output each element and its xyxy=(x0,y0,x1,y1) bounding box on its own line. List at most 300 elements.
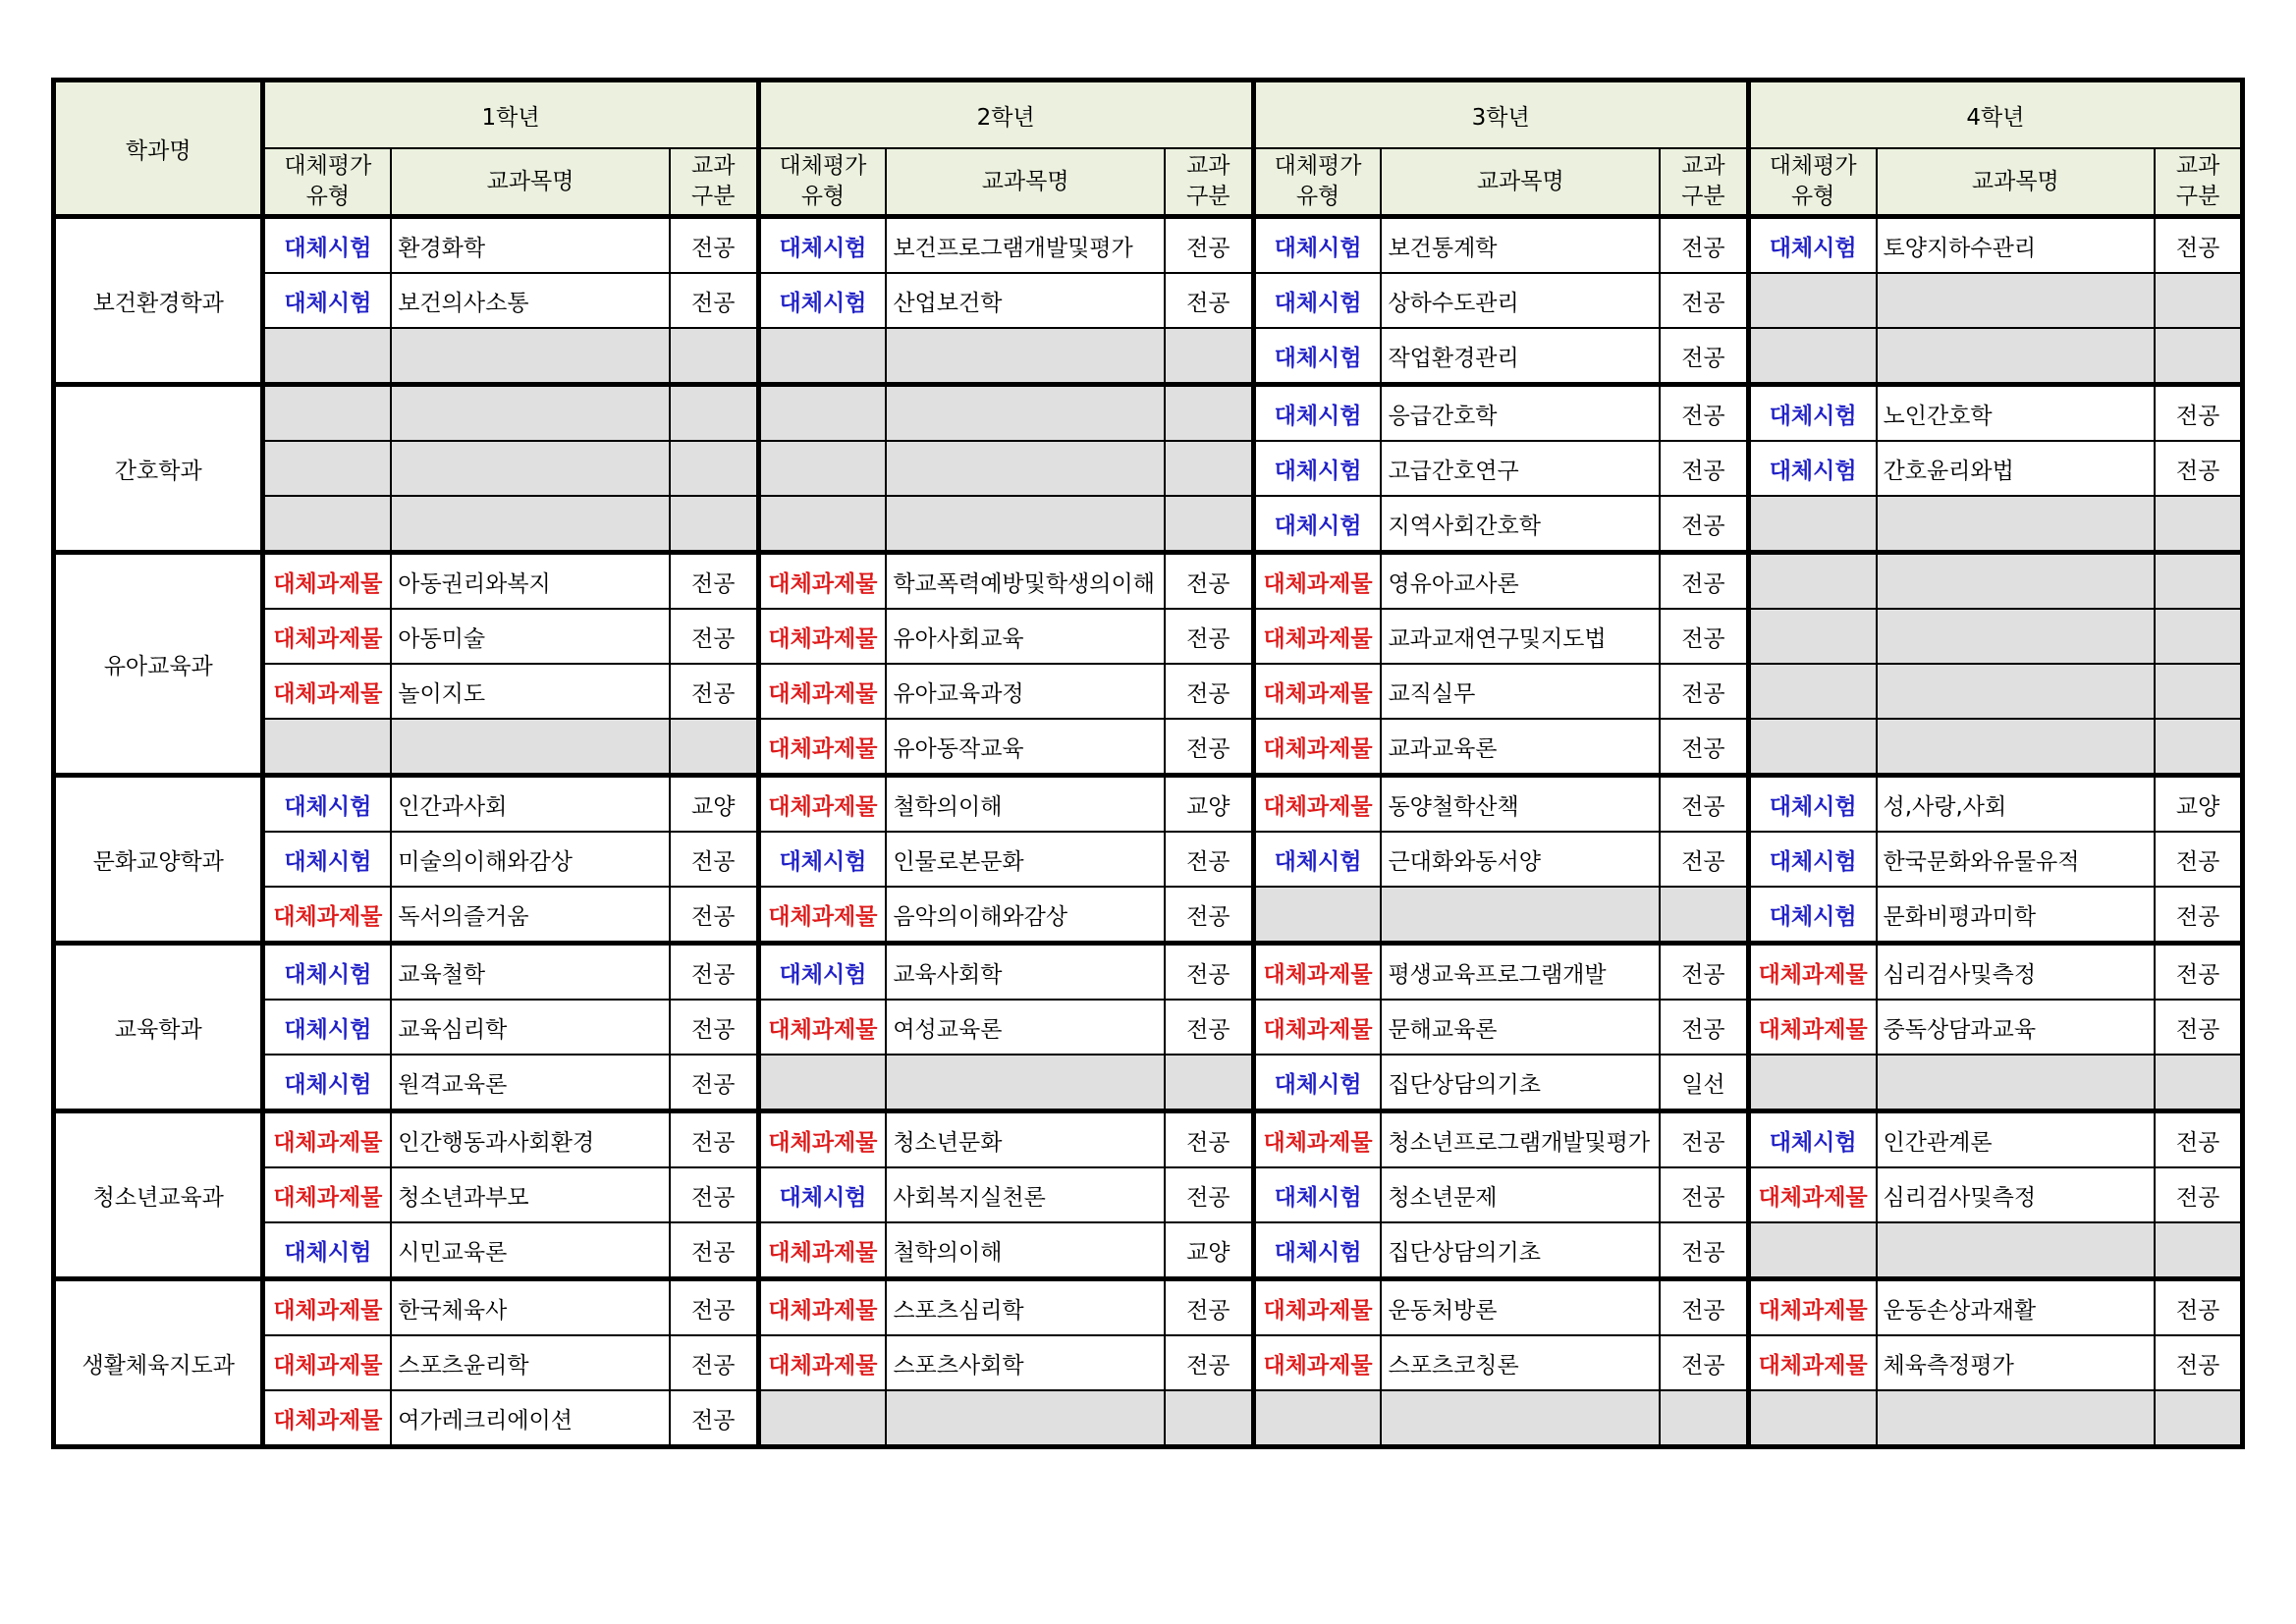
assessment-type: 대체시험 xyxy=(1253,1222,1381,1279)
course-category: 전공 xyxy=(670,1055,758,1111)
empty-cell xyxy=(758,1390,886,1447)
table-row xyxy=(54,887,2243,944)
table-row xyxy=(54,1167,2243,1222)
assessment-type: 대체시험 xyxy=(263,832,391,887)
table-row xyxy=(54,328,2243,385)
empty-cell xyxy=(758,328,886,385)
course-category: 전공 xyxy=(1660,217,1748,274)
empty-cell xyxy=(1165,328,1253,385)
empty-cell xyxy=(670,496,758,553)
course-category: 전공 xyxy=(670,1111,758,1168)
assessment-type: 대체과제물 xyxy=(758,719,886,776)
course-name: 집단상담의기초 xyxy=(1381,1055,1660,1111)
table-row xyxy=(54,1111,2243,1168)
course-name: 고급간호연구 xyxy=(1381,441,1660,496)
table-row xyxy=(54,1055,2243,1111)
empty-cell xyxy=(1748,719,1876,776)
course-name: 토양지하수관리 xyxy=(1877,217,2156,274)
table-row xyxy=(54,1335,2243,1390)
assessment-type: 대체시험 xyxy=(1748,832,1876,887)
course-name: 심리검사및측정 xyxy=(1877,944,2156,1001)
course-name-header: 교과목명 xyxy=(1381,148,1660,217)
dept-header: 학과명 xyxy=(54,81,263,217)
department-name: 보건환경학과 xyxy=(54,217,263,385)
assessment-type: 대체시험 xyxy=(263,273,391,328)
course-category: 전공 xyxy=(1660,385,1748,442)
assessment-type: 대체과제물 xyxy=(758,664,886,719)
assessment-type: 대체과제물 xyxy=(1253,719,1381,776)
assessment-type: 대체시험 xyxy=(1253,385,1381,442)
empty-cell xyxy=(1748,1390,1876,1447)
assessment-type: 대체과제물 xyxy=(263,553,391,610)
empty-cell xyxy=(1877,273,2156,328)
assessment-type: 대체과제물 xyxy=(1253,776,1381,833)
course-name: 청소년과부모 xyxy=(391,1167,670,1222)
assessment-type: 대체시험 xyxy=(1253,832,1381,887)
course-name: 문해교육론 xyxy=(1381,1000,1660,1055)
course-category: 일선 xyxy=(1660,1055,1748,1111)
assessment-type: 대체시험 xyxy=(1253,273,1381,328)
empty-cell xyxy=(1748,273,1876,328)
assessment-type: 대체과제물 xyxy=(263,1390,391,1447)
empty-cell xyxy=(670,385,758,442)
assessment-type: 대체시험 xyxy=(1253,441,1381,496)
empty-cell xyxy=(670,719,758,776)
table-row xyxy=(54,273,2243,328)
empty-cell xyxy=(886,385,1165,442)
course-name: 스포츠코칭론 xyxy=(1381,1335,1660,1390)
course-name: 스포츠윤리학 xyxy=(391,1335,670,1390)
course-category-header: 교과 구분 xyxy=(670,148,758,217)
empty-cell xyxy=(263,496,391,553)
assessment-type: 대체과제물 xyxy=(1253,1000,1381,1055)
department-name: 교육학과 xyxy=(54,944,263,1111)
course-name: 여가레크리에이션 xyxy=(391,1390,670,1447)
department-name: 청소년교육과 xyxy=(54,1111,263,1279)
empty-cell xyxy=(1748,1055,1876,1111)
empty-cell xyxy=(886,328,1165,385)
table-row xyxy=(54,496,2243,553)
course-category: 전공 xyxy=(2155,217,2242,274)
course-category-header: 교과 구분 xyxy=(2155,148,2242,217)
year-3-header: 3학년 xyxy=(1253,81,1748,149)
course-name: 체육측정평가 xyxy=(1877,1335,2156,1390)
assessment-type-header: 대체평가 유형 xyxy=(758,148,886,217)
course-category: 전공 xyxy=(2155,385,2242,442)
assessment-type: 대체시험 xyxy=(1748,217,1876,274)
assessment-type: 대체과제물 xyxy=(263,1111,391,1168)
course-category: 전공 xyxy=(670,1335,758,1390)
assessment-type: 대체시험 xyxy=(263,1222,391,1279)
empty-cell xyxy=(758,496,886,553)
course-name: 인물로본문화 xyxy=(886,832,1165,887)
course-category: 교양 xyxy=(670,776,758,833)
assessment-type: 대체과제물 xyxy=(263,1335,391,1390)
table-row xyxy=(54,553,2243,610)
empty-cell xyxy=(1877,1055,2156,1111)
assessment-type: 대체과제물 xyxy=(1748,1167,1876,1222)
assessment-type-header: 대체평가 유형 xyxy=(1748,148,1876,217)
course-name: 영유아교사론 xyxy=(1381,553,1660,610)
course-category: 전공 xyxy=(670,664,758,719)
course-category: 전공 xyxy=(1165,944,1253,1001)
empty-cell xyxy=(1877,609,2156,664)
course-name: 독서의즐거움 xyxy=(391,887,670,944)
assessment-type: 대체과제물 xyxy=(1748,1000,1876,1055)
assessment-type: 대체과제물 xyxy=(263,664,391,719)
assessment-type: 대체과제물 xyxy=(1748,1335,1876,1390)
course-category: 전공 xyxy=(1165,1335,1253,1390)
course-category: 전공 xyxy=(2155,832,2242,887)
empty-cell xyxy=(1877,553,2156,610)
empty-cell xyxy=(391,328,670,385)
empty-cell xyxy=(2155,1390,2242,1447)
empty-cell xyxy=(263,385,391,442)
course-category: 전공 xyxy=(1660,776,1748,833)
empty-cell xyxy=(1748,496,1876,553)
course-name-header: 교과목명 xyxy=(886,148,1165,217)
assessment-type: 대체과제물 xyxy=(758,887,886,944)
course-category: 전공 xyxy=(1660,441,1748,496)
assessment-type-header: 대체평가 유형 xyxy=(263,148,391,217)
empty-cell xyxy=(2155,719,2242,776)
assessment-type: 대체시험 xyxy=(263,1000,391,1055)
course-name: 성,사랑,사회 xyxy=(1877,776,2156,833)
course-name: 인간과사회 xyxy=(391,776,670,833)
assessment-type: 대체과제물 xyxy=(1253,1335,1381,1390)
empty-cell xyxy=(1253,1390,1381,1447)
assessment-type: 대체시험 xyxy=(263,217,391,274)
empty-cell xyxy=(391,719,670,776)
table-row xyxy=(54,1000,2243,1055)
course-category: 전공 xyxy=(670,273,758,328)
course-category: 전공 xyxy=(1660,328,1748,385)
course-category: 전공 xyxy=(670,944,758,1001)
assessment-type: 대체시험 xyxy=(1748,441,1876,496)
course-category: 전공 xyxy=(670,832,758,887)
empty-cell xyxy=(758,385,886,442)
course-name: 심리검사및측정 xyxy=(1877,1167,2156,1222)
year-1-header: 1학년 xyxy=(263,81,758,149)
empty-cell xyxy=(1165,1390,1253,1447)
table-row xyxy=(54,441,2243,496)
empty-cell xyxy=(1748,1222,1876,1279)
table-row xyxy=(54,385,2243,442)
course-category: 전공 xyxy=(2155,887,2242,944)
course-category: 전공 xyxy=(1165,553,1253,610)
course-category: 전공 xyxy=(2155,1335,2242,1390)
assessment-type: 대체시험 xyxy=(263,776,391,833)
empty-cell xyxy=(2155,553,2242,610)
empty-cell xyxy=(263,719,391,776)
assessment-type: 대체시험 xyxy=(1253,328,1381,385)
course-name: 작업환경관리 xyxy=(1381,328,1660,385)
course-category: 교양 xyxy=(2155,776,2242,833)
assessment-type: 대체과제물 xyxy=(1253,553,1381,610)
empty-cell xyxy=(2155,664,2242,719)
course-category: 전공 xyxy=(1660,609,1748,664)
empty-cell xyxy=(1748,328,1876,385)
empty-cell xyxy=(1877,328,2156,385)
empty-cell xyxy=(886,1390,1165,1447)
course-category: 전공 xyxy=(1660,664,1748,719)
empty-cell xyxy=(391,441,670,496)
table-row xyxy=(54,1222,2243,1279)
course-name: 평생교육프로그램개발 xyxy=(1381,944,1660,1001)
course-category: 전공 xyxy=(2155,441,2242,496)
course-category: 전공 xyxy=(670,1222,758,1279)
empty-cell xyxy=(758,441,886,496)
year-4-header: 4학년 xyxy=(1748,81,2242,149)
empty-cell xyxy=(2155,609,2242,664)
course-name: 학교폭력예방및학생의이해 xyxy=(886,553,1165,610)
assessment-type: 대체과제물 xyxy=(758,1279,886,1336)
course-category: 전공 xyxy=(1165,1111,1253,1168)
course-category: 전공 xyxy=(1165,832,1253,887)
course-category: 전공 xyxy=(1660,553,1748,610)
course-category-header: 교과 구분 xyxy=(1165,148,1253,217)
course-name-header: 교과목명 xyxy=(1877,148,2156,217)
course-category: 전공 xyxy=(670,217,758,274)
course-category: 전공 xyxy=(2155,944,2242,1001)
empty-cell xyxy=(2155,1222,2242,1279)
assessment-type: 대체시험 xyxy=(1748,1111,1876,1168)
empty-cell xyxy=(263,328,391,385)
empty-cell xyxy=(1660,1390,1748,1447)
course-name: 환경화학 xyxy=(391,217,670,274)
assessment-type: 대체시험 xyxy=(1748,887,1876,944)
table-row xyxy=(54,944,2243,1001)
empty-cell xyxy=(1877,1222,2156,1279)
empty-cell xyxy=(1165,1055,1253,1111)
course-category: 전공 xyxy=(1165,273,1253,328)
empty-cell xyxy=(2155,1055,2242,1111)
assessment-type: 대체과제물 xyxy=(1253,1279,1381,1336)
course-name: 놀이지도 xyxy=(391,664,670,719)
empty-cell xyxy=(391,496,670,553)
course-category: 전공 xyxy=(1660,1335,1748,1390)
empty-cell xyxy=(1748,609,1876,664)
assessment-type: 대체시험 xyxy=(758,273,886,328)
empty-cell xyxy=(886,496,1165,553)
course-name: 보건통계학 xyxy=(1381,217,1660,274)
empty-cell xyxy=(670,441,758,496)
course-name: 교육사회학 xyxy=(886,944,1165,1001)
course-category: 전공 xyxy=(1165,1279,1253,1336)
course-category-header: 교과 구분 xyxy=(1660,148,1748,217)
empty-cell xyxy=(1165,441,1253,496)
assessment-type: 대체시험 xyxy=(1748,385,1876,442)
department-name: 문화교양학과 xyxy=(54,776,263,944)
course-category: 전공 xyxy=(1165,609,1253,664)
assessment-type: 대체과제물 xyxy=(1253,609,1381,664)
course-category: 전공 xyxy=(1660,832,1748,887)
assessment-type: 대체과제물 xyxy=(263,1279,391,1336)
course-name: 여성교육론 xyxy=(886,1000,1165,1055)
course-name: 교육철학 xyxy=(391,944,670,1001)
empty-cell xyxy=(1165,496,1253,553)
empty-cell xyxy=(1660,887,1748,944)
course-name: 철학의이해 xyxy=(886,1222,1165,1279)
course-name: 교과교재연구및지도법 xyxy=(1381,609,1660,664)
course-name: 아동미술 xyxy=(391,609,670,664)
empty-cell xyxy=(2155,273,2242,328)
course-name: 유아교육과정 xyxy=(886,664,1165,719)
table-row xyxy=(54,719,2243,776)
course-category: 전공 xyxy=(1660,719,1748,776)
course-category: 전공 xyxy=(1165,664,1253,719)
course-name: 교직실무 xyxy=(1381,664,1660,719)
course-name: 시민교육론 xyxy=(391,1222,670,1279)
course-category: 전공 xyxy=(1165,217,1253,274)
course-name: 동양철학산책 xyxy=(1381,776,1660,833)
course-name: 인간행동과사회환경 xyxy=(391,1111,670,1168)
course-category: 전공 xyxy=(1660,944,1748,1001)
assessment-type: 대체시험 xyxy=(263,944,391,1001)
course-name: 한국문화와유물유적 xyxy=(1877,832,2156,887)
course-name: 음악의이해와감상 xyxy=(886,887,1165,944)
table-row xyxy=(54,217,2243,274)
empty-cell xyxy=(1253,887,1381,944)
course-category: 전공 xyxy=(1660,1167,1748,1222)
empty-cell xyxy=(886,1055,1165,1111)
course-category: 교양 xyxy=(1165,1222,1253,1279)
table-row xyxy=(54,1279,2243,1336)
assessment-type: 대체과제물 xyxy=(1748,1279,1876,1336)
course-category: 전공 xyxy=(2155,1000,2242,1055)
table-row xyxy=(54,832,2243,887)
assessment-type: 대체과제물 xyxy=(758,1222,886,1279)
course-name: 간호윤리와법 xyxy=(1877,441,2156,496)
assessment-type: 대체과제물 xyxy=(1748,944,1876,1001)
empty-cell xyxy=(1165,385,1253,442)
course-name-header: 교과목명 xyxy=(391,148,670,217)
course-name: 한국체육사 xyxy=(391,1279,670,1336)
empty-cell xyxy=(1877,496,2156,553)
course-name: 노인간호학 xyxy=(1877,385,2156,442)
course-name: 보건의사소통 xyxy=(391,273,670,328)
assessment-type: 대체시험 xyxy=(1253,496,1381,553)
alternative-assessment-table xyxy=(51,78,2245,1449)
course-name: 집단상담의기초 xyxy=(1381,1222,1660,1279)
course-category: 전공 xyxy=(1660,1000,1748,1055)
course-category: 전공 xyxy=(1165,719,1253,776)
table-body xyxy=(54,217,2243,1447)
course-name: 스포츠심리학 xyxy=(886,1279,1165,1336)
year-2-header: 2학년 xyxy=(758,81,1253,149)
course-category: 전공 xyxy=(2155,1111,2242,1168)
course-category: 전공 xyxy=(670,553,758,610)
empty-cell xyxy=(1381,1390,1660,1447)
table-row xyxy=(54,664,2243,719)
assessment-type: 대체시험 xyxy=(758,944,886,1001)
course-category: 전공 xyxy=(1660,273,1748,328)
empty-cell xyxy=(886,441,1165,496)
assessment-type: 대체시험 xyxy=(263,1055,391,1111)
department-name: 간호학과 xyxy=(54,385,263,553)
empty-cell xyxy=(263,441,391,496)
assessment-type: 대체시험 xyxy=(758,1167,886,1222)
empty-cell xyxy=(1877,719,2156,776)
assessment-type: 대체시험 xyxy=(1748,776,1876,833)
assessment-type: 대체과제물 xyxy=(758,1335,886,1390)
course-category: 전공 xyxy=(2155,1167,2242,1222)
assessment-type: 대체시험 xyxy=(758,217,886,274)
assessment-type: 대체시험 xyxy=(1253,1055,1381,1111)
course-category: 전공 xyxy=(1165,1000,1253,1055)
assessment-type: 대체과제물 xyxy=(263,609,391,664)
assessment-type: 대체과제물 xyxy=(758,609,886,664)
assessment-type: 대체과제물 xyxy=(263,1167,391,1222)
course-category: 전공 xyxy=(670,609,758,664)
department-name: 생활체육지도과 xyxy=(54,1279,263,1447)
course-name: 아동권리와복지 xyxy=(391,553,670,610)
course-name: 산업보건학 xyxy=(886,273,1165,328)
course-name: 사회복지실천론 xyxy=(886,1167,1165,1222)
course-name: 응급간호학 xyxy=(1381,385,1660,442)
course-name: 유아사회교육 xyxy=(886,609,1165,664)
assessment-type: 대체과제물 xyxy=(1253,944,1381,1001)
course-name: 지역사회간호학 xyxy=(1381,496,1660,553)
course-category: 전공 xyxy=(1660,496,1748,553)
course-name: 운동손상과재활 xyxy=(1877,1279,2156,1336)
course-category: 전공 xyxy=(1165,887,1253,944)
course-name: 보건프로그램개발및평가 xyxy=(886,217,1165,274)
course-name: 유아동작교육 xyxy=(886,719,1165,776)
assessment-type: 대체과제물 xyxy=(758,553,886,610)
course-name: 스포츠사회학 xyxy=(886,1335,1165,1390)
assessment-type: 대체시험 xyxy=(758,832,886,887)
empty-cell xyxy=(2155,496,2242,553)
assessment-type: 대체과제물 xyxy=(758,1111,886,1168)
empty-cell xyxy=(1877,664,2156,719)
course-category: 전공 xyxy=(670,1167,758,1222)
assessment-type: 대체시험 xyxy=(1253,1167,1381,1222)
course-category: 전공 xyxy=(1660,1222,1748,1279)
empty-cell xyxy=(670,328,758,385)
course-name: 청소년프로그램개발및평가 xyxy=(1381,1111,1660,1168)
course-name: 청소년문화 xyxy=(886,1111,1165,1168)
course-name: 청소년문제 xyxy=(1381,1167,1660,1222)
course-name: 교과교육론 xyxy=(1381,719,1660,776)
table-row xyxy=(54,609,2243,664)
course-category: 전공 xyxy=(670,887,758,944)
course-name: 원격교육론 xyxy=(391,1055,670,1111)
empty-cell xyxy=(391,385,670,442)
course-category: 전공 xyxy=(2155,1279,2242,1336)
empty-cell xyxy=(758,1055,886,1111)
department-name: 유아교육과 xyxy=(54,553,263,776)
assessment-type: 대체과제물 xyxy=(263,887,391,944)
table-row xyxy=(54,776,2243,833)
assessment-type: 대체과제물 xyxy=(758,776,886,833)
course-name: 중독상담과교육 xyxy=(1877,1000,2156,1055)
table-row xyxy=(54,1390,2243,1447)
course-name: 운동처방론 xyxy=(1381,1279,1660,1336)
course-name: 문화비평과미학 xyxy=(1877,887,2156,944)
course-name: 철학의이해 xyxy=(886,776,1165,833)
course-name: 인간관계론 xyxy=(1877,1111,2156,1168)
empty-cell xyxy=(1748,553,1876,610)
course-category: 전공 xyxy=(1165,1167,1253,1222)
course-category: 전공 xyxy=(1660,1279,1748,1336)
table-header xyxy=(54,81,2243,217)
assessment-type: 대체과제물 xyxy=(758,1000,886,1055)
assessment-type-header: 대체평가 유형 xyxy=(1253,148,1381,217)
course-name: 미술의이해와감상 xyxy=(391,832,670,887)
course-category: 전공 xyxy=(1660,1111,1748,1168)
course-name: 상하수도관리 xyxy=(1381,273,1660,328)
